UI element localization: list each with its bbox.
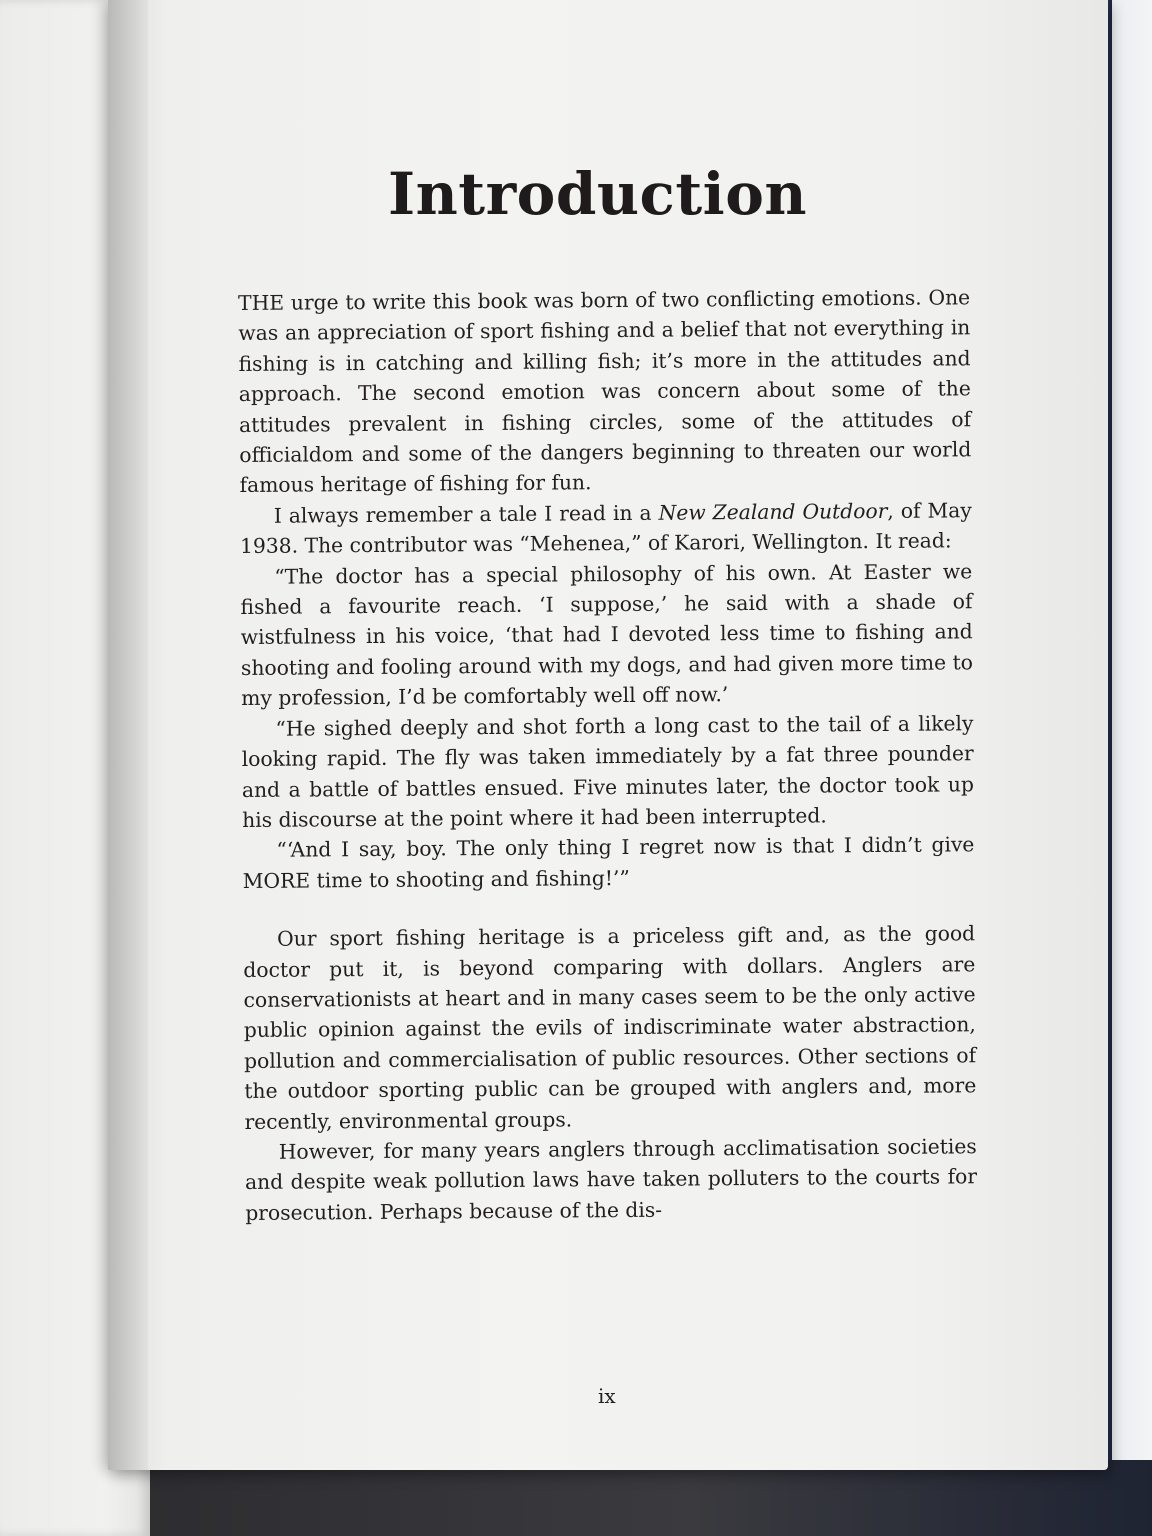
paragraph: THE urge to write this book was born of two conflicting emotions. One was an appreciation of sport fishing and a belief that not everything in fishing is in catching and killing fish; it’s more in the attitudes and approach. The second emotion was concern about some of the attitudes prevalent in fishing circles, some of the attitudes of officialdom and some of the dangers beginning to threaten our world famous heritage of fishing for fun. (238, 285, 972, 498)
paragraph: “‘And I say, boy. The only thing I regret now is that I didn’t give MORE time to shooting and fishing!’” (242, 832, 975, 893)
magazine-title: New Zealand Outdoor (658, 498, 888, 525)
paragraph: “The doctor has a special philosophy of his own. At Easter we fished a favourite reach. ‘I suppose,’ he said with a shade of wistfulness in his voice, ‘that had I devoted less time to fishing and shooting and fooling around with my dogs, and had given more time to my profession, I’d be comfortably well off now.’ (240, 558, 974, 711)
paragraph: Our sport fishing heritage is a priceless gift and, as the good doctor put it, is beyond comparing with dollars. Anglers are conservationists at heart and in many cases seem to be the only active public opinion against the evils of indiscriminate water abstraction, pollution and commercialisation of public resources. Other sections of the outdoor sporting public can be grouped with anglers and, more recently, environmental groups. (243, 921, 977, 1134)
paragraph: However, for many years anglers through acclimatisation societies and despite weak pollution laws have taken polluters to the courts for prosecution. Perhaps because of the dis- (244, 1134, 978, 1225)
chapter-title: Introduction (388, 160, 808, 228)
page-number: ix (598, 1384, 616, 1408)
paragraph-lead: I always remember a tale I read in a (273, 500, 659, 528)
paragraph: “He sighed deeply and shot forth a long cast to the tail of a likely looking rapid. The fly was taken immediately by a fat three pounder and a battle of battles ensued. Five minutes later, the doctor took up his discourse at the point where it had been interrupted. (241, 710, 975, 832)
paragraph-tail: , of May 1938. The contributor was “Mehenea,” of Karori, Wellington. It read: (239, 498, 972, 559)
paragraph (240, 495, 972, 562)
page-gutter-shadow (108, 0, 148, 1470)
body-text (238, 282, 977, 1228)
